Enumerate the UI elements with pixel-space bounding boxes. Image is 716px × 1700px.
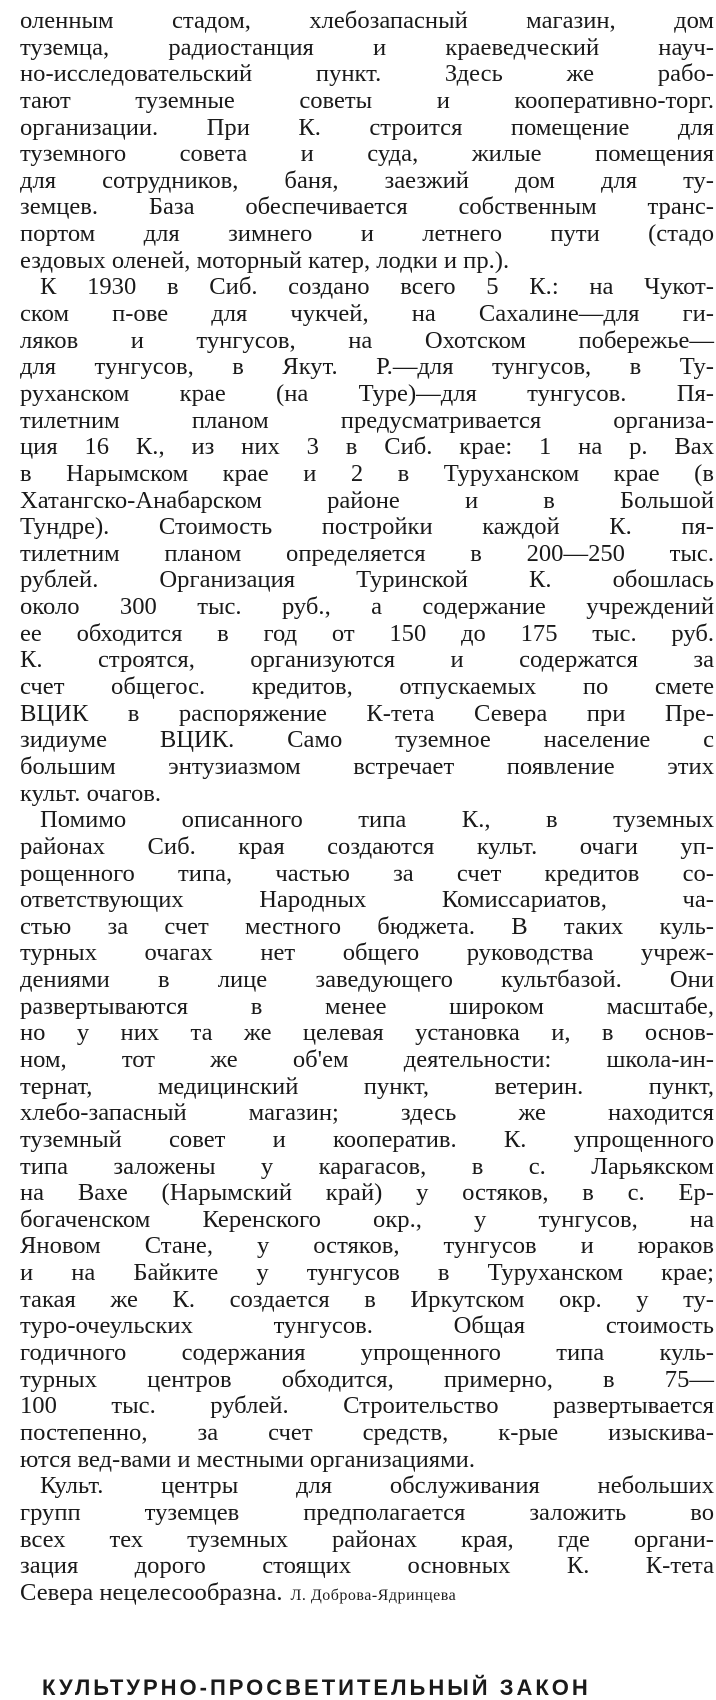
text-line: туземный совет и кооператив. К. упрощенного [20, 1125, 714, 1153]
text-line: рощенного типа, частью за счет кредитов со- [20, 859, 714, 887]
text-line: тернат, медицинский пункт, ветерин. пункт, [20, 1072, 714, 1100]
text-line: оленным стадом, хлебозапасный магазин, дом [20, 7, 714, 34]
text-line: счет общегос. кредитов, отпускаемых по смете [20, 673, 714, 701]
text-line: туземного совета и суда, жилые помещения [20, 140, 714, 168]
text-line: зация дорого стоящих основных К. К-тета [20, 1552, 714, 1580]
final-line-text: Севера нецелесообразна. [20, 1578, 283, 1606]
text-line: типа заложены у карагасов, в с. Ларьякском [20, 1152, 714, 1180]
text-line: зидиуме ВЦИК. Само туземное население с [20, 726, 714, 754]
next-entry-heading: КУЛЬТУРНО-ПРОСВЕТИТЕЛЬНЫЙ ЗАКОН [42, 1675, 591, 1700]
text-line: но-исследовательский пункт. Здесь же рабо- [20, 60, 714, 88]
text-line: Помимо описанного типа К., в туземных [40, 806, 714, 834]
text-line: районах Сиб. края создаются культ. очаги уп- [20, 832, 714, 860]
text-line: ляков и тунгусов, на Охотском побережье— [20, 326, 714, 354]
text-line: ются вед-вами и местными организациями. [20, 1445, 475, 1473]
text-line: в Нарымском крае и 2 в Туруханском крае (в [20, 459, 714, 487]
text-line: и на Байките у тунгусов в Туруханском крае; [20, 1259, 714, 1287]
text-line: богаченском Керенского окр., у тунгусов, на [20, 1205, 714, 1233]
text-line: дениями в лице заведующего культбазой. Они [20, 966, 714, 994]
author-signature: Л. Доброва-Ядринцева [290, 1586, 457, 1604]
text-line: туземца, радиостанция и краеведческий науч- [20, 33, 714, 61]
text-line: туро-очеульских тунгусов. Общая стоимость [20, 1312, 714, 1340]
text-line: годичного содержания упрощенного типа куль- [20, 1339, 714, 1367]
text-line: рублей. Организация Туринской К. обошлась [20, 566, 714, 594]
text-line: ном, тот же об'ем деятельности: школа-ин- [20, 1045, 714, 1073]
next-entry-heading-cut [20, 1675, 714, 1700]
text-line: ском п-ове для чукчей, на Сахалине—для ги- [20, 300, 714, 328]
text-line: Культ. центры для обслуживания небольших [40, 1472, 714, 1500]
text-line: ездовых оленей, моторный катер, лодки и пр.). [20, 246, 510, 274]
text-line: стью за счет местного бюджета. В таких куль- [20, 912, 714, 940]
text-line: развертываются в менее широком масштабе, [20, 992, 714, 1020]
paragraph-1 [20, 8, 714, 274]
text-line: для сотрудников, баня, заезжий дом для ту- [20, 166, 714, 194]
text-line: большим энтузиазмом встречает появление этих [20, 752, 714, 780]
paragraph-4 [20, 1473, 714, 1606]
text-line: групп туземцев предполагается заложить во [20, 1498, 714, 1526]
text-line: портом для зимнего и летнего пути (стадо [20, 220, 714, 248]
text-line: около 300 тыс. руб., а содержание учреждений [20, 593, 714, 621]
text-line: но у них та же целевая установка и, в основ- [20, 1019, 714, 1047]
paragraph-3 [20, 807, 714, 1473]
text-line: тилетним планом предусматривается организа- [20, 406, 714, 434]
final-line [20, 1580, 714, 1607]
text-line: всех тех туземных районах края, где органи- [20, 1525, 714, 1553]
text-line: К. строятся, организуются и содержатся за [20, 646, 714, 674]
text-line: тают туземные советы и кооперативно-торг. [20, 86, 714, 114]
text-line: постепенно, за счет средств, к-рые изыскива- [20, 1418, 714, 1446]
text-line: турных очагах нет общего руководства учреж- [20, 939, 714, 967]
text-line: для тунгусов, в Якут. Р.—для тунгусов, в Ту- [20, 353, 714, 381]
text-line: Яновом Стане, у остяков, тунгусов и юраков [20, 1232, 714, 1260]
paragraph-2 [20, 274, 714, 807]
text-line: К 1930 в Сиб. создано всего 5 К.: на Чукот- [40, 273, 714, 301]
text-line: тилетним планом определяется в 200—250 тыс. [20, 539, 714, 567]
text-line: 100 тыс. рублей. Строительство развертывается [20, 1392, 714, 1420]
text-line: на Вахе (Нарымский край) у остяков, в с. Ер- [20, 1179, 714, 1207]
text-line: ее обходится в год от 150 до 175 тыс. руб. [20, 619, 714, 647]
text-line: такая же К. создается в Иркутском окр. у ту- [20, 1285, 714, 1313]
text-line: руханском крае (на Туре)—для тунгусов. Пя- [20, 379, 714, 407]
text-line: Хатангско-Анабарском районе и в Большой [20, 486, 714, 514]
article-page [20, 8, 714, 1606]
text-line: земцев. База обеспечивается собственным транс- [20, 193, 714, 221]
text-line: культ. очагов. [20, 779, 162, 807]
text-line: организации. При К. строится помещение для [20, 113, 714, 141]
text-line: хлебо-запасный магазин; здесь же находится [20, 1099, 714, 1127]
text-line: Тундре). Стоимость постройки каждой К. пя- [20, 513, 714, 541]
text-line: ВЦИК в распоряжение К-тета Севера при Пре- [20, 699, 714, 727]
text-line: ответствующих Народных Комиссариатов, ча- [20, 886, 714, 914]
text-line: турных центров обходится, примерно, в 75— [20, 1365, 714, 1393]
text-line: ция 16 К., из них 3 в Сиб. крае: 1 на р. Вах [20, 433, 714, 461]
